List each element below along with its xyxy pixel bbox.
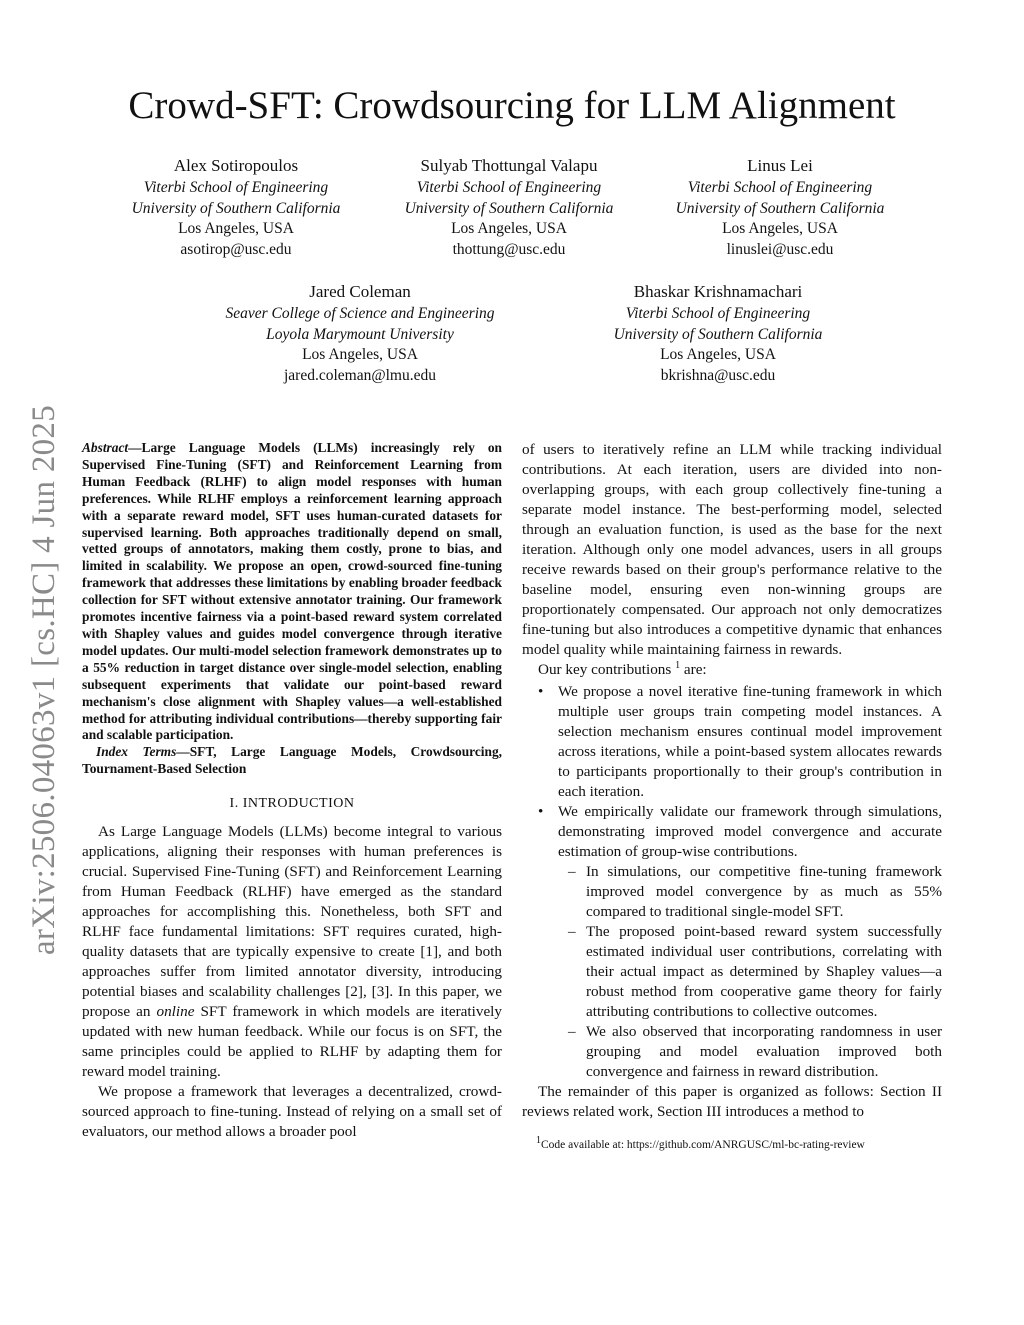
abstract xyxy=(82,440,502,744)
contributions-text: are: xyxy=(680,661,707,678)
author-affiliation: Viterbi School of Engineering xyxy=(687,179,873,196)
author-affiliation: Loyola Marymount University xyxy=(266,325,454,343)
intro-text: of users to iteratively refine an LLM while tracking individual contributions. At each iteration, users are divided into non-overlapping groups, with each group collectively fine-tuning a separate model instance. The best-performing model, selected through an evaluation function, is used as the base for the next iteration. Although only one model advances, users in all groups receive rewards based on their group's performance relative to the baseline model, ensuring even non-winning groups are proportionately compensated. Our approach not only democratizes fine-tuning but also introduces a competitive dynamic that enhances model quality while maintaining fairness in rewards. xyxy=(522,441,942,658)
footnote-marker: 1 xyxy=(675,659,681,671)
remainder-paragraph: The remainder of this paper is organized as follows: Section II reviews related work, Section III introduces a method to xyxy=(522,1083,942,1120)
index-terms-lead: Index Terms xyxy=(96,744,177,760)
footnote-mark: 1 xyxy=(536,1135,541,1147)
intro-paragraph xyxy=(82,822,502,1082)
author-location: Los Angeles, USA xyxy=(178,220,294,237)
abstract-lead: Abstract xyxy=(82,440,129,455)
author-block xyxy=(96,154,376,260)
list-item xyxy=(558,802,942,1082)
author-affiliation: University of Southern California xyxy=(131,199,341,217)
section-heading: I. INTRODUCTION xyxy=(229,796,355,812)
right-column xyxy=(522,440,942,1153)
sub-list xyxy=(558,862,942,1082)
index-terms-text: —SFT, Large Language Models, Crowdsourcing, Tournament-Based Selection xyxy=(82,744,502,777)
contributions-list xyxy=(522,682,942,1082)
author-name: Linus Lei xyxy=(747,156,813,175)
left-column xyxy=(82,440,502,1142)
author-location: Los Angeles, USA xyxy=(302,346,418,363)
list-item: • We propose a novel iterative fine-tuning framework in which multiple user groups train competing model instances. A selection mechanism ensures continual model improvement across iterations, while a point-based system allocates rewards to participants proportionally to their group's contribution in each iteration. xyxy=(558,682,942,802)
author-affiliation: Viterbi School of Engineering xyxy=(416,179,602,196)
author-block xyxy=(369,154,649,260)
footnote-text: Code available at: https://github.com/ANRGUSC/ml-bc-rating-review xyxy=(541,1139,865,1151)
author-email: bkrishna@usc.edu xyxy=(660,366,776,384)
intro-text: SFT framework in which models are iteratively updated with new human feedback. While our focus is on SFT, the same principles could be applied to RLHF by adapting them for reward model training. xyxy=(82,1003,502,1081)
author-affiliation: Seaver College of Science and Engineering xyxy=(225,305,495,322)
author-name: Sulyab Thottungal Valapu xyxy=(420,156,598,175)
arxiv-identifier: arXiv:2506.04063v1 [cs.HC] 4 Jun 2025 xyxy=(26,404,62,956)
author-block xyxy=(200,280,520,386)
author-name: Bhaskar Krishnamachari xyxy=(633,282,803,301)
author-name: Jared Coleman xyxy=(309,282,411,301)
contributions-lead xyxy=(522,660,942,680)
author-affiliation: University of Southern California xyxy=(675,199,885,217)
sub-list-item: – The proposed point-based reward system successfully estimated individual user contributions, correlating with their actual impact as determined by Shapley values—a robust method from cooperative game theory for fairly attributing contributions to collective outcomes. xyxy=(586,922,942,1022)
author-email: asotirop@usc.edu xyxy=(180,240,292,258)
author-affiliation: University of Southern California xyxy=(613,325,823,343)
intro-paragraph-continued xyxy=(522,440,942,660)
author-affiliation: Viterbi School of Engineering xyxy=(625,305,811,322)
list-item-text: We empirically validate our framework through simulations, demonstrating improved model convergence and accurate estimation of group-wise contributions. xyxy=(558,803,942,860)
author-affiliation: University of Southern California xyxy=(404,199,614,217)
author-email: thottung@usc.edu xyxy=(452,240,566,258)
contributions-text: Our key contributions xyxy=(538,661,672,678)
author-email: jared.coleman@lmu.edu xyxy=(284,366,436,384)
author-affiliation: Viterbi School of Engineering xyxy=(143,179,329,196)
sub-list-item: – In simulations, our competitive fine-tuning framework improved model convergence by as much as 55% compared to traditional single-model SFT. xyxy=(586,862,942,922)
sub-list-item: – We also observed that incorporating randomness in user grouping and model evaluation improved both convergence and fairness in reward distribution. xyxy=(586,1022,942,1082)
abstract-text: —Large Language Models (LLMs) increasingly rely on Supervised Fine-Tuning (SFT) and Reinforcement Learning from Human Feedback (RLHF) to align model responses with human preferences. While RLHF employs a reinforcement learning approach with a separate reward model, SFT uses human-curated datasets for supervised learning. Both approaches traditionally depend on small, vetted groups of annotators, making them costly, prone to bias, and limited in scalability. We propose an open, crowd-sourced fine-tuning framework that addresses these limitations by enabling broader feedback collection for SFT without extensive annotator training. Our framework promotes incentive fairness via a point-based reward system correlated with Shapley values and guides model convergence through iterative model updates. Our multi-model selection framework demonstrates up to a 55% reduction in target distance over single-model selection, enabling subsequent experiments that validate our point-based reward mechanism's close alignment with Shapley values—a well-established method for attributing individual contributions—thereby supporting fair and scalable participation. xyxy=(82,440,502,743)
author-location: Los Angeles, USA xyxy=(722,220,838,237)
author-block xyxy=(640,154,920,260)
intro-paragraph xyxy=(82,1082,502,1142)
author-email: linuslei@usc.edu xyxy=(726,240,834,258)
author-location: Los Angeles, USA xyxy=(660,346,776,363)
footnote xyxy=(522,1135,942,1153)
intro-text: We propose a framework that leverages a decentralized, crowd-sourced approach to fine-tuning. Instead of relying on a small set of evaluators, our method allows a broader pool xyxy=(82,1083,502,1141)
author-location: Los Angeles, USA xyxy=(451,220,567,237)
intro-emphasis: online xyxy=(156,1003,195,1021)
paper-title: Crowd-SFT: Crowdsourcing for LLM Alignment xyxy=(128,84,896,127)
intro-text: As Large Language Models (LLMs) become integral to various applications, aligning their responses with human preferences is crucial. Supervised Fine-Tuning (SFT) and Reinforcement Learning from Human Feedback (RLHF) have emerged as the standard approaches for accomplishing this. Nonetheless, both SFT and RLHF face fundamental limitations: SFT requires curated, high-quality datasets that are typically expensive to create [1], and both approaches suffer from limited annotator diversity, introducing potential biases and scalability challenges [2], [3]. In this paper, we propose an xyxy=(82,823,502,1021)
author-name: Alex Sotiropoulos xyxy=(173,156,299,175)
index-terms xyxy=(82,744,502,778)
author-block xyxy=(578,280,858,386)
